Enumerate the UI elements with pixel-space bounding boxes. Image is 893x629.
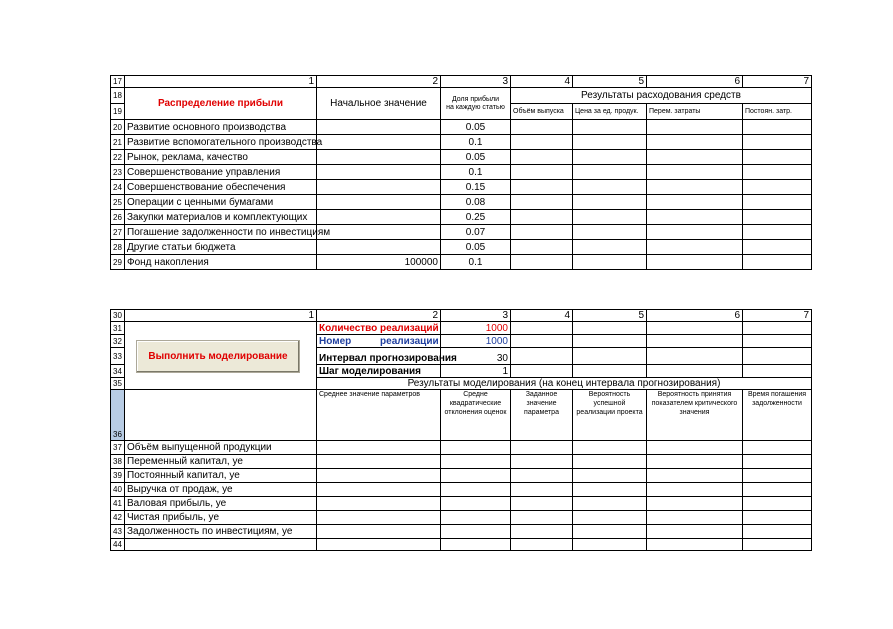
row-header[interactable]: 41 (111, 497, 125, 511)
forecast-interval-label[interactable]: Интервал прогнозирования (317, 348, 441, 365)
profit-distribution-title[interactable]: Распределение прибыли (125, 88, 317, 120)
result-name[interactable]: Объём выпущенной продукции (125, 441, 317, 455)
critical-probability-header[interactable]: Вероятность принятия показателем критического значения (647, 390, 743, 441)
cell[interactable] (511, 497, 573, 511)
cell[interactable] (511, 483, 573, 497)
row-header[interactable]: 35 (111, 378, 125, 390)
cell[interactable] (573, 441, 647, 455)
cell[interactable] (743, 441, 812, 455)
table-row (111, 210, 812, 225)
cell[interactable] (125, 390, 317, 441)
cell[interactable] (743, 135, 812, 150)
share-value[interactable]: 0.15 (441, 180, 511, 195)
cell[interactable] (743, 210, 812, 225)
cell[interactable] (743, 455, 812, 469)
std-deviation-header[interactable]: Средне квадратические отклонения оценок (441, 390, 511, 441)
cell[interactable] (317, 539, 441, 551)
table-row (111, 455, 812, 469)
run-simulation-button[interactable]: Выполнить моделирование (136, 340, 300, 373)
cell[interactable] (573, 225, 647, 240)
item-name[interactable]: Закупки материалов и комплектующих (125, 210, 317, 225)
column-number: 1 (125, 310, 317, 322)
cell[interactable] (573, 497, 647, 511)
row-header[interactable]: 37 (111, 441, 125, 455)
cell[interactable] (743, 497, 812, 511)
cell[interactable] (573, 135, 647, 150)
cell[interactable] (511, 322, 573, 335)
cell[interactable] (647, 511, 743, 525)
cell[interactable] (743, 255, 812, 270)
cell[interactable] (743, 365, 812, 378)
share-value[interactable]: 0.05 (441, 150, 511, 165)
cell[interactable] (317, 441, 441, 455)
cell[interactable] (511, 150, 573, 165)
result-name[interactable]: Задолженность по инвестициям, уе (125, 525, 317, 539)
column-number: 2 (317, 76, 441, 88)
item-name[interactable]: Развитие вспомогательного производства (125, 135, 317, 150)
cell[interactable] (647, 483, 743, 497)
share-value[interactable]: 0.05 (441, 240, 511, 255)
cell[interactable] (317, 497, 441, 511)
row-header[interactable]: 34 (111, 365, 125, 378)
row-header[interactable]: 43 (111, 525, 125, 539)
initial-value[interactable] (317, 135, 441, 150)
cell[interactable] (647, 210, 743, 225)
cell[interactable] (647, 255, 743, 270)
cell[interactable] (647, 469, 743, 483)
cell[interactable] (743, 120, 812, 135)
cell[interactable] (511, 240, 573, 255)
cell[interactable] (511, 120, 573, 135)
column-number: 7 (743, 310, 812, 322)
row-header[interactable]: 29 (111, 255, 125, 270)
cell[interactable] (573, 348, 647, 365)
cell[interactable] (647, 180, 743, 195)
table-row (111, 469, 812, 483)
cell[interactable] (647, 497, 743, 511)
cell[interactable] (647, 195, 743, 210)
cell[interactable] (317, 483, 441, 497)
cell[interactable] (125, 378, 317, 390)
column-number: 3 (441, 310, 511, 322)
item-name[interactable]: Совершенствование обеспечения (125, 180, 317, 195)
cell[interactable] (647, 135, 743, 150)
row-header[interactable]: 28 (111, 240, 125, 255)
realization-number-label-a: Номер (319, 335, 352, 347)
cell[interactable] (441, 497, 511, 511)
cell[interactable] (511, 365, 573, 378)
table-row (111, 165, 812, 180)
cell[interactable] (573, 322, 647, 335)
cell[interactable] (743, 348, 812, 365)
table-row (111, 195, 812, 210)
modeling-step-value[interactable]: 1 (441, 365, 511, 378)
row-header[interactable]: 19 (111, 104, 125, 120)
cell[interactable] (647, 120, 743, 135)
table-row (111, 255, 812, 270)
variable-costs-header[interactable]: Перем. затраты (647, 104, 743, 120)
table-row (111, 240, 812, 255)
cell[interactable] (441, 455, 511, 469)
row-header[interactable]: 25 (111, 195, 125, 210)
cell[interactable] (647, 240, 743, 255)
cell[interactable] (573, 365, 647, 378)
result-name[interactable]: Валовая прибыль, уе (125, 497, 317, 511)
realizations-count-value[interactable]: 1000 (441, 322, 511, 335)
cell[interactable] (743, 469, 812, 483)
cell[interactable] (511, 195, 573, 210)
share-value[interactable]: 0.1 (441, 135, 511, 150)
row-header[interactable]: 22 (111, 150, 125, 165)
cell[interactable] (317, 455, 441, 469)
cell[interactable] (743, 165, 812, 180)
result-name[interactable]: Выручка от продаж, уе (125, 483, 317, 497)
forecast-interval-value[interactable]: 30 (441, 348, 511, 365)
column-number: 4 (511, 76, 573, 88)
cell[interactable] (511, 210, 573, 225)
item-name[interactable]: Рынок, реклама, качество (125, 150, 317, 165)
cell[interactable] (317, 511, 441, 525)
row-header[interactable]: 27 (111, 225, 125, 240)
cell[interactable] (743, 225, 812, 240)
table-row (111, 497, 812, 511)
realization-number-value[interactable]: 1000 (441, 335, 511, 348)
realizations-count-label[interactable]: Количество реализаций (317, 322, 441, 335)
result-name[interactable]: Постоянный капитал, уе (125, 469, 317, 483)
row-header[interactable]: 24 (111, 180, 125, 195)
row-header[interactable]: 31 (111, 322, 125, 335)
initial-value[interactable] (317, 210, 441, 225)
cell[interactable] (647, 441, 743, 455)
cell[interactable] (511, 441, 573, 455)
table-row (111, 483, 812, 497)
table-row (111, 225, 812, 240)
row-header[interactable]: 20 (111, 120, 125, 135)
cell[interactable] (647, 165, 743, 180)
column-number: 4 (511, 310, 573, 322)
row-header[interactable]: 38 (111, 455, 125, 469)
item-name[interactable]: Операции с ценными бумагами (125, 195, 317, 210)
cell[interactable] (743, 150, 812, 165)
item-name[interactable]: Фонд накопления (125, 255, 317, 270)
cell[interactable] (743, 240, 812, 255)
row-header[interactable]: 26 (111, 210, 125, 225)
success-probability-header[interactable]: Вероятность успешной реализации проекта (573, 390, 647, 441)
cell[interactable] (647, 455, 743, 469)
table-row (111, 511, 812, 525)
cell[interactable] (647, 348, 743, 365)
mean-values-header[interactable]: Среднее значение параметров (317, 390, 441, 441)
cell[interactable] (743, 511, 812, 525)
column-number: 2 (317, 310, 441, 322)
initial-value[interactable] (317, 150, 441, 165)
cell[interactable] (647, 150, 743, 165)
cell[interactable] (573, 511, 647, 525)
table-row (111, 525, 812, 539)
cell[interactable] (573, 525, 647, 539)
cell[interactable] (573, 539, 647, 551)
cell[interactable] (441, 483, 511, 497)
item-name[interactable]: Погашение задолженности по инвестициям (125, 225, 317, 240)
table-row (111, 150, 812, 165)
cell[interactable] (441, 511, 511, 525)
table-row (111, 180, 812, 195)
table-row (111, 120, 812, 135)
row-header[interactable]: 44 (111, 539, 125, 551)
initial-value[interactable]: 100000 (317, 255, 441, 270)
initial-value[interactable] (317, 165, 441, 180)
cell[interactable] (573, 335, 647, 348)
row-header[interactable]: 23 (111, 165, 125, 180)
column-number: 1 (125, 76, 317, 88)
cell[interactable] (511, 539, 573, 551)
column-number-row (111, 76, 812, 88)
initial-value[interactable] (317, 225, 441, 240)
profit-distribution-table (110, 75, 812, 270)
cell[interactable] (573, 120, 647, 135)
cell[interactable] (511, 135, 573, 150)
item-name[interactable]: Другие статьи бюджета (125, 240, 317, 255)
results-spending-header[interactable]: Результаты расходования средств (511, 88, 812, 104)
share-header[interactable] (441, 88, 511, 120)
cell[interactable] (573, 150, 647, 165)
cell[interactable] (317, 525, 441, 539)
cell[interactable] (511, 511, 573, 525)
cell[interactable] (573, 240, 647, 255)
share-value[interactable]: 0.05 (441, 120, 511, 135)
realization-number-label-b: реализации (380, 335, 439, 347)
row-header[interactable]: 39 (111, 469, 125, 483)
share-value[interactable]: 0.07 (441, 225, 511, 240)
table-row (111, 539, 812, 551)
fixed-costs-header[interactable]: Постоян. затр. (743, 104, 812, 120)
result-name[interactable]: Чистая прибыль, уе (125, 511, 317, 525)
row-header[interactable]: 40 (111, 483, 125, 497)
cell[interactable] (511, 469, 573, 483)
cell[interactable] (647, 365, 743, 378)
share-value[interactable]: 0.1 (441, 255, 511, 270)
share-value[interactable]: 0.1 (441, 165, 511, 180)
modeling-step-label[interactable]: Шаг моделирования (317, 365, 441, 378)
column-number: 6 (647, 310, 743, 322)
column-number: 6 (647, 76, 743, 88)
cell[interactable] (317, 469, 441, 483)
share-value[interactable]: 0.08 (441, 195, 511, 210)
cell[interactable] (511, 225, 573, 240)
table-row (111, 135, 812, 150)
column-number-row (111, 310, 812, 322)
simulation-results-title[interactable]: Результаты моделирования (на конец интервала прогнозирования) (317, 378, 812, 390)
debt-repayment-time-header[interactable]: Время погашения задолженности (743, 390, 812, 441)
cell[interactable] (441, 539, 511, 551)
cell[interactable] (441, 525, 511, 539)
result-name[interactable]: Переменный капитал, уе (125, 455, 317, 469)
row-header[interactable]: 42 (111, 511, 125, 525)
cell[interactable] (511, 455, 573, 469)
cell[interactable] (573, 255, 647, 270)
cell[interactable] (743, 483, 812, 497)
cell[interactable] (647, 225, 743, 240)
cell[interactable] (743, 525, 812, 539)
cell[interactable] (511, 255, 573, 270)
cell[interactable] (573, 180, 647, 195)
cell[interactable] (647, 525, 743, 539)
cell[interactable] (573, 195, 647, 210)
cell[interactable] (743, 180, 812, 195)
column-number: 7 (743, 76, 812, 88)
cell[interactable] (743, 335, 812, 348)
item-name[interactable]: Развитие основного производства (125, 120, 317, 135)
initial-value[interactable] (317, 120, 441, 135)
table-row (111, 441, 812, 455)
cell[interactable] (511, 165, 573, 180)
result-name[interactable] (125, 539, 317, 551)
row-header[interactable]: 36 (111, 390, 125, 441)
output-volume-header[interactable]: Объём выпуска (511, 104, 573, 120)
initial-value-header[interactable]: Начальное значение (317, 88, 441, 120)
initial-value[interactable] (317, 195, 441, 210)
cell[interactable] (573, 455, 647, 469)
cell[interactable] (511, 335, 573, 348)
share-value[interactable]: 0.25 (441, 210, 511, 225)
column-number: 5 (573, 310, 647, 322)
cell[interactable] (743, 195, 812, 210)
cell[interactable] (573, 483, 647, 497)
unit-price-header[interactable]: Цена за ед. продук. (573, 104, 647, 120)
cell[interactable] (573, 165, 647, 180)
given-value-header[interactable]: Заданное значение параметра (511, 390, 573, 441)
row-header[interactable]: 30 (111, 310, 125, 322)
share-header-line2: на каждую статью (446, 103, 505, 111)
row-header[interactable]: 21 (111, 135, 125, 150)
cell[interactable] (441, 469, 511, 483)
cell[interactable] (573, 210, 647, 225)
cell[interactable] (743, 322, 812, 335)
item-name[interactable]: Совершенствование управления (125, 165, 317, 180)
realization-number-label[interactable] (317, 335, 441, 348)
cell[interactable] (511, 180, 573, 195)
column-number: 3 (441, 76, 511, 88)
cell[interactable] (441, 441, 511, 455)
row-header[interactable]: 18 (111, 88, 125, 104)
column-number: 5 (573, 76, 647, 88)
row-header[interactable]: 33 (111, 348, 125, 365)
cell[interactable] (647, 539, 743, 551)
initial-value[interactable] (317, 240, 441, 255)
cell[interactable] (573, 469, 647, 483)
cell[interactable] (647, 335, 743, 348)
cell[interactable] (511, 525, 573, 539)
cell[interactable] (511, 348, 573, 365)
cell[interactable] (647, 322, 743, 335)
share-header-line1: Доля прибыли (451, 95, 499, 103)
row-header[interactable]: 17 (111, 76, 125, 88)
row-header[interactable]: 32 (111, 335, 125, 348)
cell[interactable] (743, 539, 812, 551)
initial-value[interactable] (317, 180, 441, 195)
